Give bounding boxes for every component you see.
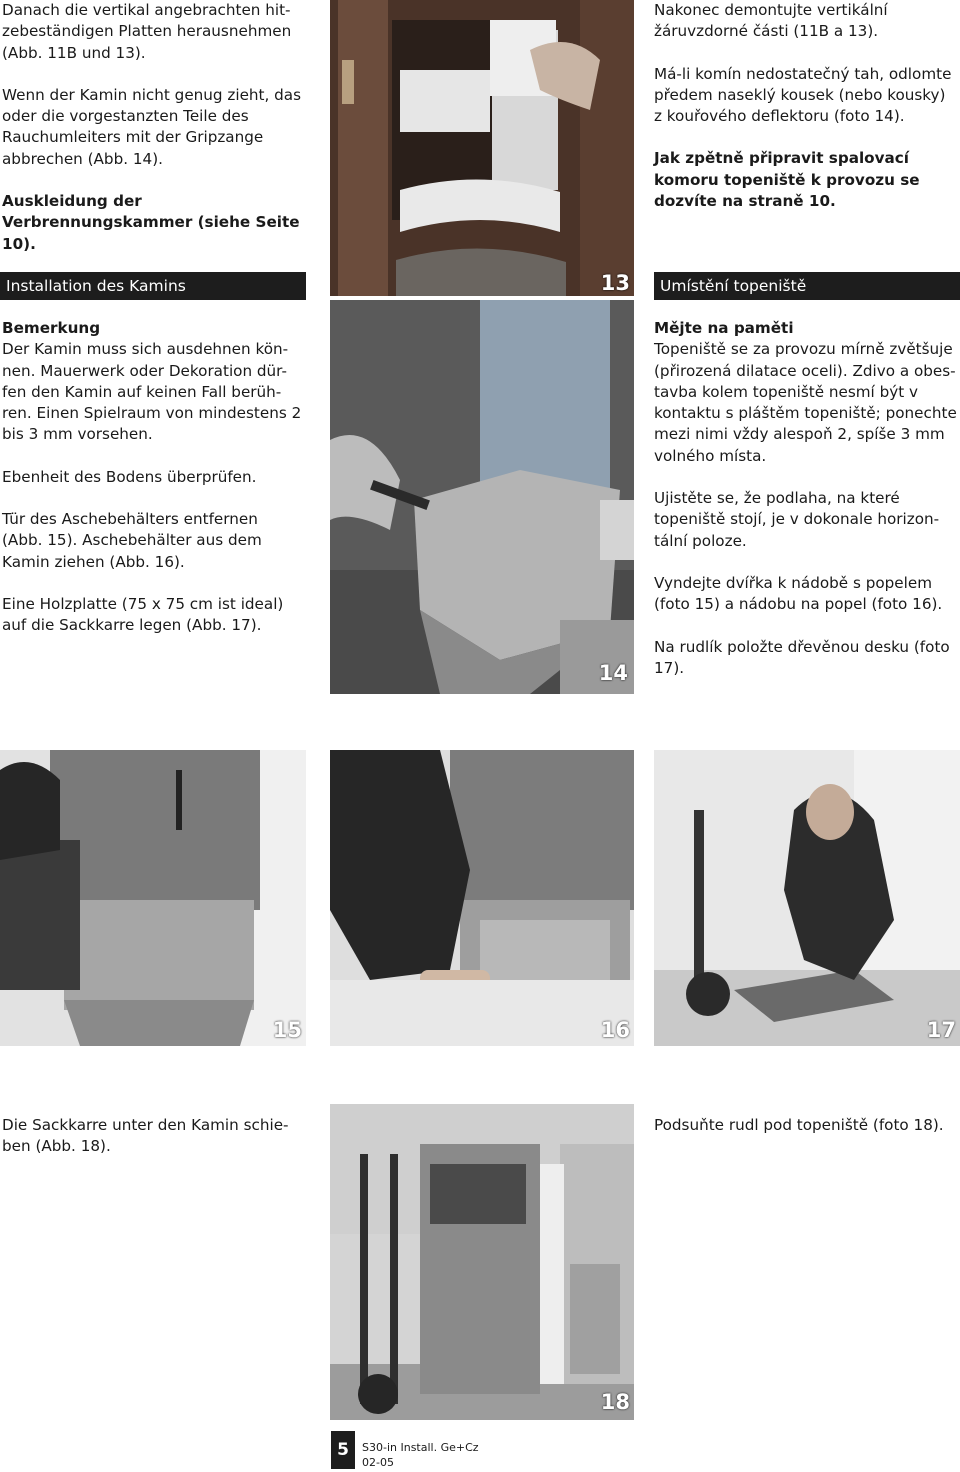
figure-number-18: 18	[600, 1390, 630, 1414]
photo-13-firebox-plates	[330, 0, 634, 296]
figure-number-17: 17	[926, 1018, 956, 1042]
paragraph-slide-cart-de: Die Sackkarre unter den Kamin schie-ben (Abb. 18).	[2, 1116, 289, 1156]
paragraph-board: Na rudlík položte dřevěnou desku (foto 17).	[654, 637, 950, 677]
paragraph-ash-door: Tür des Aschebehälters entfernen (Abb. 15). Aschebehälter aus dem Kamin ziehen (Abb. 16).	[2, 510, 262, 571]
paragraph-lining-ref: Auskleidung der Verbrennungskammer (siehe Seite 10).	[2, 192, 300, 253]
paragraph-chamber-ref: Jak zpětně připravit spalovací komoru topeniště k provozu se dozvíte na straně 10.	[654, 149, 920, 211]
bottom-text-cz	[654, 1115, 960, 1136]
deflector-illustration	[330, 300, 634, 694]
section-header-installation: Installation des Kamins	[0, 272, 306, 300]
photo-16-ash-container	[330, 750, 634, 1046]
bottom-text-de	[2, 1115, 302, 1158]
note-title-de: Bemerkung	[2, 319, 101, 337]
photo-15-ash-door	[0, 750, 306, 1046]
footer-date: 02-05	[362, 1456, 394, 1469]
handcart-illustration	[654, 750, 960, 1046]
photo-17-handcart-board	[654, 750, 960, 1046]
intro-text-cz	[654, 0, 958, 212]
section-header-placement: Umístění topeniště	[654, 272, 960, 300]
placement-text-cz	[654, 318, 960, 679]
cart-stove-illustration	[330, 1104, 634, 1420]
figure-number-13: 13	[600, 271, 630, 295]
paragraph-slide-cart-cz: Podsuňte rudl pod topeniště (foto 18).	[654, 1116, 944, 1134]
ash-container-illustration	[330, 750, 634, 1046]
note-text-cz: Topeniště se za provozu mírně zvětšuje (přirozená dilatace oceli). Zdivo a obes-tavba kolem topeniště nesmí být v kontaktu s pláštěm topeniště; ponechte mezi nimi vždy alespoň 2, spíše 3 mm volného místa.	[654, 340, 957, 465]
paragraph-floor-check: Ebenheit des Bodens überprüfen.	[2, 467, 257, 486]
footer-doc-id: S30-in Install. Ge+Cz	[362, 1441, 479, 1454]
figure-number-15: 15	[272, 1018, 302, 1042]
paragraph-floor-level: Ujistěte se, že podlaha, na které topeniště stojí, je v dokonale horizon-tální poloze.	[654, 489, 940, 550]
intro-text-de	[2, 0, 302, 255]
firebox-illustration	[330, 0, 634, 296]
photo-18-cart-under-stove	[330, 1104, 634, 1420]
installation-text-de	[2, 318, 302, 637]
paragraph-ash-container: Vyndejte dvířka k nádobě s popelem (foto 15) a nádobu na popel (foto 16).	[654, 573, 943, 614]
ash-door-illustration	[0, 750, 306, 1046]
paragraph-chimney-draft: Má-li komín nedostatečný tah, odlomte předem naseklý kousek (nebo kousky) z kouřového deflektoru (foto 14).	[654, 64, 952, 126]
page-number: 5	[331, 1431, 355, 1469]
figure-number-16: 16	[600, 1018, 630, 1042]
paragraph-remove-plates: Danach die vertikal angebrachten hit-zebeständigen Platten herausnehmen (Abb. 11B und 13).	[2, 1, 292, 62]
note-title-cz: Mějte na paměti	[654, 319, 794, 337]
figure-number-14: 14	[598, 661, 628, 685]
photo-14-deflector	[330, 300, 634, 694]
paragraph-dismantle: Nakonec demontujte vertikální žáruvzdorné části (11B a 13).	[654, 1, 888, 41]
note-text-de: Der Kamin muss sich ausdehnen kön-nen. Mauerwerk oder Dekoration dür-fen den Kamin auf keinen Fall berüh-ren. Einen Spielraum von mindestens 2 bis 3 mm vorsehen.	[2, 340, 302, 444]
paragraph-wood-plate: Eine Holzplatte (75 x 75 cm ist ideal) auf die Sackkarre legen (Abb. 17).	[2, 594, 284, 635]
paragraph-draft: Wenn der Kamin nicht genug zieht, das oder die vorgestanzten Teile des Rauchumleiters mit der Gripzange abbrechen (Abb. 14).	[2, 85, 302, 168]
